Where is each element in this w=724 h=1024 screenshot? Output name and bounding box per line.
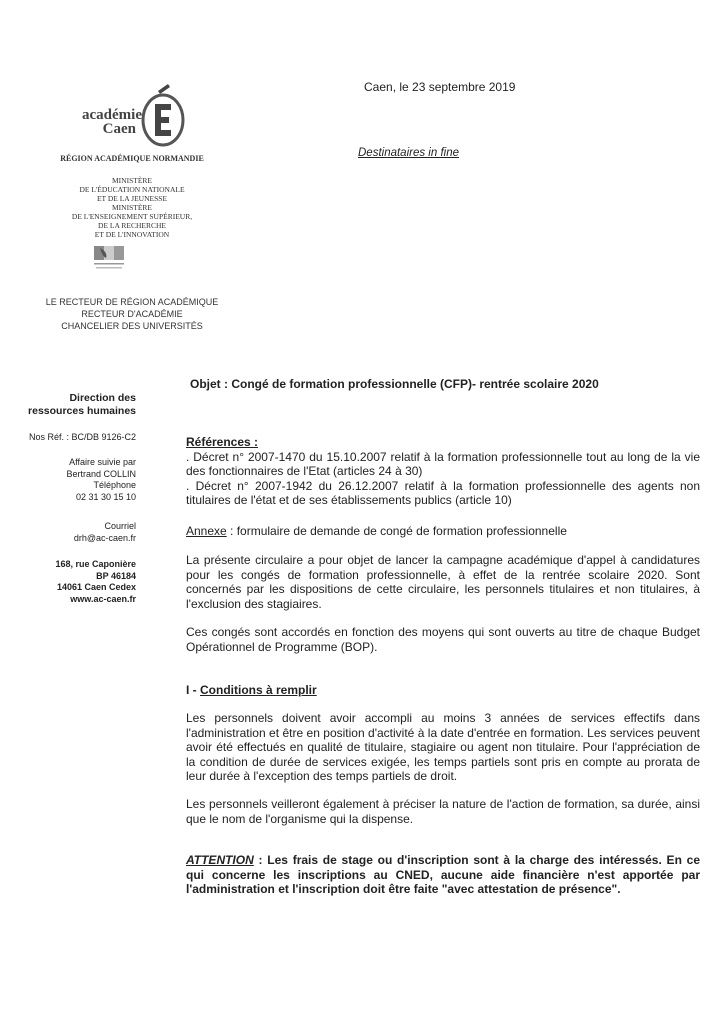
- ministry-higher-education-line: ET DE L'INNOVATION: [94, 230, 170, 239]
- address-line: BP 46184: [96, 570, 136, 581]
- postal-address: [55, 559, 136, 605]
- logo-wordmark: [82, 108, 140, 136]
- recipients-line: Destinataires in fine: [358, 147, 459, 159]
- paragraph: Ces congés sont accordés en fonction des moyens qui sont ouverts au titre de chaque Budget Opérationnel de Programme (BOP).: [186, 625, 700, 654]
- logo-e-icon: [140, 82, 186, 148]
- reference-number: Nos Réf. : BC/DB 9126-C2: [28, 432, 136, 442]
- references-block: [186, 435, 700, 508]
- rector-title-line: LE RECTEUR DE RÉGION ACADÉMIQUE: [45, 297, 219, 307]
- ministry-higher-education: [54, 203, 210, 239]
- ministry-higher-education-line: DE L'ENSEIGNEMENT SUPÉRIEUR,: [71, 212, 193, 221]
- section-number: I -: [186, 683, 200, 697]
- rector-title: [42, 296, 222, 332]
- contact-line: Téléphone: [93, 480, 136, 490]
- ministry-higher-education-line: MINISTÈRE: [112, 203, 152, 212]
- references-title: Références :: [186, 435, 259, 449]
- website-address: www.ac-caen.fr: [70, 593, 136, 604]
- attention-notice: [186, 853, 700, 897]
- email-label: Courriel: [104, 521, 136, 531]
- reference-item: . Décret n° 2007-1942 du 26.12.2007 relatif à la formation professionnelle des agents non titulaires de l'état et de ses établissements publics (article 10): [186, 478, 700, 508]
- ministry-higher-education-line: DE LA RECHERCHE: [98, 221, 166, 230]
- letter-date: Caen, le 23 septembre 2019: [364, 80, 516, 94]
- attention-text: : Les frais de stage ou d'inscription sont à la charge des intéressés. En ce qui concerne les inscriptions au CNED, aucune aide financière n'est apportée par l'administration et l'inscription doit être faite "avec attestation de présence".: [186, 853, 700, 897]
- address-line: 14061 Caen Cedex: [56, 582, 136, 592]
- logo-text-line1: académie: [82, 107, 142, 123]
- paragraph: Les personnels doivent avoir accompli au moins 3 années de services effectifs dans l'administration et être en position d'activité à la date d'entrée en formation. Les services peuvent avoir été effectués en qualité de titulaire, stagiaire ou agent non titulaire. Pour l'appréciation de la condition de durée de services exigée, les temps partiels sont pris en compte au prorata de leur durée à l'exception des temps partiels de droit.: [186, 711, 700, 784]
- rector-title-line: RECTEUR D'ACADÉMIE: [81, 309, 183, 319]
- reference-item: . Décret n° 2007-1470 du 15.10.2007 relatif à la formation professionnelle tout au long de la vie des fonctionnaires de l'Etat (articles 24 à 30): [186, 449, 700, 479]
- contact-block: [66, 457, 136, 503]
- department-line: ressources humaines: [28, 405, 136, 417]
- section-heading: [186, 683, 317, 697]
- ministry-education-line: DE L'ÉDUCATION NATIONALE: [79, 185, 185, 194]
- region-name: RÉGION ACADÉMIQUE NORMANDIE: [60, 154, 204, 163]
- annex-line: [186, 524, 700, 539]
- department-name: [28, 392, 136, 418]
- contact-line: 02 31 30 15 10: [75, 491, 136, 502]
- email-address: drh@ac-caen.fr: [73, 532, 136, 543]
- paragraph: La présente circulaire a pour objet de lancer la campagne académique d'appel à candidatures pour les congés de formation professionnelle, à effet de la rentrée scolaire 2020. Sont concernés par les dispositions de cette circulaire, les personnels titulaires et non titulaires, à l'exclusion des stagiaires.: [186, 553, 700, 611]
- ministry-education: [54, 176, 210, 203]
- rector-title-line: CHANCELIER DES UNIVERSITÉS: [61, 321, 203, 331]
- marianne-logo-icon: [92, 244, 128, 272]
- logo-text-line2: Caen: [102, 121, 136, 137]
- academie-caen-logo: [82, 82, 182, 154]
- annex-label: Annexe: [186, 524, 227, 538]
- section-title: Conditions à remplir: [200, 683, 317, 697]
- ministry-education-line: MINISTÈRE: [112, 176, 152, 185]
- contact-line: Affaire suivie par: [69, 457, 136, 467]
- department-line: Direction des: [69, 392, 136, 404]
- paragraph: Les personnels veilleront également à préciser la nature de l'action de formation, sa durée, ainsi que le nom de l'organisme qui la dispense.: [186, 797, 700, 826]
- letter-subject: Objet : Congé de formation professionnelle (CFP)- rentrée scolaire 2020: [190, 377, 599, 391]
- attention-label: ATTENTION: [186, 853, 254, 867]
- annex-text: : formulaire de demande de congé de formation professionnelle: [226, 524, 567, 538]
- contact-line: Bertrand COLLIN: [66, 468, 136, 479]
- address-line: 168, rue Caponière: [55, 559, 136, 569]
- email-block: [74, 521, 136, 544]
- ministry-education-line: ET DE LA JEUNESSE: [96, 194, 168, 203]
